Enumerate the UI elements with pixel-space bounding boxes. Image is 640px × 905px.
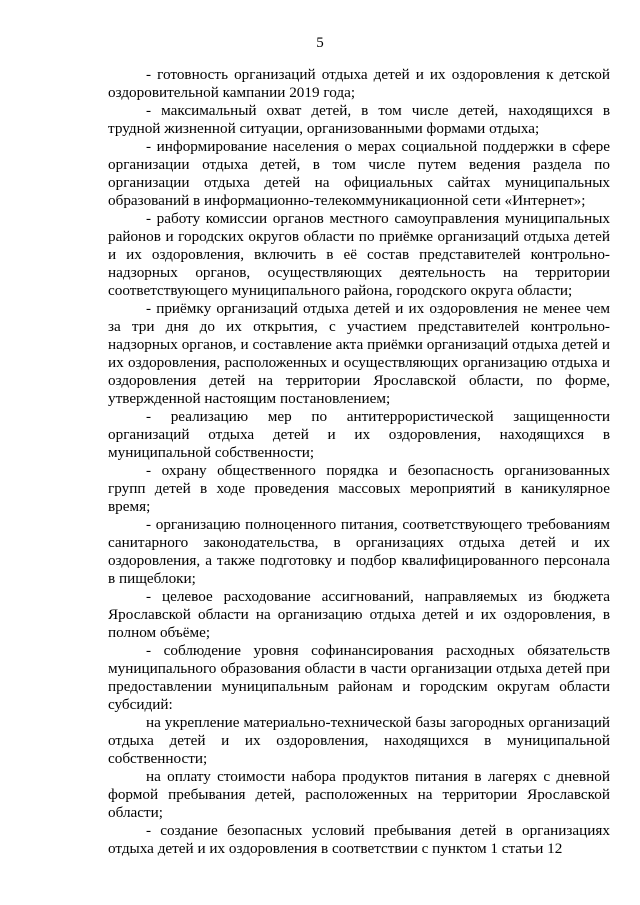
page-number: 5 bbox=[316, 35, 324, 51]
paragraph: на оплату стоимости набора продуктов питания в лагерях с дневной формой пребывания детей, расположенных на территории Ярославской области; bbox=[108, 768, 610, 821]
paragraph: - реализацию мер по антитеррористической защищенности организаций отдыха детей и их оздоровления, находящихся в муниципальной собственности; bbox=[108, 408, 610, 461]
paragraph: - соблюдение уровня софинансирования расходных обязательств муниципального образования области в части организации отдыха детей при предоставлении муниципальным районам и городским округам области субсидий: bbox=[108, 642, 610, 713]
paragraph: - готовность организаций отдыха детей и их оздоровления к детской оздоровительной кампании 2019 года; bbox=[108, 66, 610, 101]
paragraph: - работу комиссии органов местного самоуправления муниципальных районов и городских округов области по приёмке организаций отдыха детей и их оздоровления, включить в её состав представителей контрольно-надзорных органов, осуществляющих деятельность на территории соответствующего муниципального района, городского округа области; bbox=[108, 210, 610, 299]
paragraph: - охрану общественного порядка и безопасность организованных групп детей в ходе проведения массовых мероприятий в каникулярное время; bbox=[108, 462, 610, 515]
paragraph: - информирование населения о мерах социальной поддержки в сфере организации отдыха детей, в том числе путем ведения раздела по организации отдыха детей на официальных сайтах муниципальных образований в информационно-телекоммуникационной сети «Интернет»; bbox=[108, 138, 610, 209]
paragraph: на укрепление материально-технической базы загородных организаций отдыха детей и их оздоровления, находящихся в муниципальной собственности; bbox=[108, 714, 610, 767]
paragraph: - целевое расходование ассигнований, направляемых из бюджета Ярославской области на организацию отдыха детей и их оздоровления, в полном объёме; bbox=[108, 588, 610, 641]
paragraph: - приёмку организаций отдыха детей и их оздоровления не менее чем за три дня до их открытия, с участием представителей контрольно-надзорных органов, и составление акта приёмки организаций отдыха детей и их оздоровления, расположенных и осуществляющих организацию отдыха и оздоровления детей на территории Ярославской области, по форме, утвержденной настоящим постановлением; bbox=[108, 300, 610, 407]
body-text bbox=[108, 66, 610, 858]
paragraph: - максимальный охват детей, в том числе детей, находящихся в трудной жизненной ситуации, организованными формами отдыха; bbox=[108, 102, 610, 137]
paragraph: - организацию полноценного питания, соответствующего требованиям санитарного законодательства, в организациях отдыха детей и их оздоровления, а также подготовку и подбор квалифицированного персонала в пищеблоки; bbox=[108, 516, 610, 587]
paragraph: - создание безопасных условий пребывания детей в организациях отдыха детей и их оздоровления в соответствии с пунктом 1 статьи 12 bbox=[108, 822, 610, 857]
